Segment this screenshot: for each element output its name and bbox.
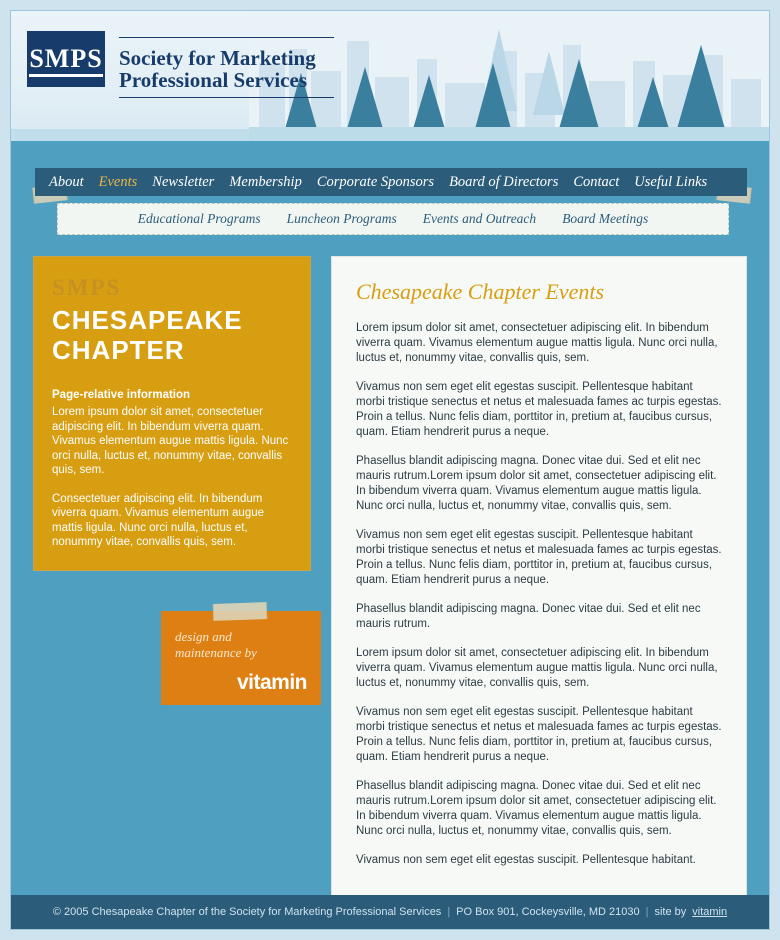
content-paragraph: Phasellus blandit adipiscing magna. Donec vitae dui. Sed et elit nec mauris rutrum.Lorem ipsum dolor sit amet, consectetuer adipiscing elit. In bibendum viverra quam. Vivamus elementum augue mattis ligula. Nunc orci nulla, luctus et, nonummy vitae, convallis quis, sem. — [356, 455, 717, 512]
vitamin-credit-line2: maintenance by — [175, 645, 257, 660]
site-frame — [10, 10, 770, 930]
content-paragraph: Vivamus non sem eget elit egestas suscipit. Pellentesque habitant morbi tristique senectus et netus et malesuada fames ac turpis egestas. Proin a tellus. Nunc felis diam, porttitor in, pretium at, faucibus cursus, quam. Etiam hendrerit purus a neque. — [356, 706, 722, 763]
sub-navigation — [57, 203, 729, 235]
sidebar-chapter-title — [52, 305, 292, 365]
subnav-item-board-meetings[interactable]: Board Meetings — [562, 211, 649, 226]
subnav-item-luncheon-programs[interactable]: Luncheon Programs — [286, 211, 397, 226]
main-content — [331, 256, 747, 909]
content-paragraph: Lorem ipsum dolor sit amet, consectetuer adipiscing elit. In bibendum viverra quam. Vivamus elementum augue mattis ligula. Nunc orci nulla, luctus et, nonummy vitae, convallis quis, sem. — [356, 322, 718, 364]
sidebar-chapter-title-line1: CHESAPEAKE — [52, 305, 243, 335]
waterline — [11, 129, 769, 141]
tape-vitamin-decoration — [213, 602, 268, 621]
footer-site-by-label: site by — [654, 906, 687, 918]
content-paragraph: Phasellus blandit adipiscing magna. Donec vitae dui. Sed et elit nec mauris rutrum. — [356, 603, 701, 630]
subnav-item-educational-programs[interactable]: Educational Programs — [137, 211, 261, 226]
nav-item-corporate-sponsors[interactable]: Corporate Sponsors — [316, 173, 435, 190]
nav-item-about[interactable]: About — [49, 173, 84, 190]
content-paragraph: Lorem ipsum dolor sit amet, consectetuer adipiscing elit. In bibendum viverra quam. Vivamus elementum augue mattis ligula. Nunc orci nulla, luctus et, nonummy vitae, convallis quis, sem. — [356, 647, 718, 689]
navigation-area — [11, 141, 769, 256]
header-rule — [119, 97, 334, 98]
content-paragraph: Vivamus non sem eget elit egestas suscipit. Pellentesque habitant. — [356, 854, 696, 866]
subnav-item-events-and-outreach[interactable]: Events and Outreach — [422, 211, 537, 226]
organization-name-line2: Professional Services — [119, 68, 307, 92]
vitamin-credit-card[interactable] — [161, 611, 321, 705]
vitamin-credit-text — [175, 629, 307, 661]
sidebar-chapter-title-line2: CHAPTER — [52, 335, 185, 365]
vitamin-brand: vitamin — [236, 671, 307, 694]
body-area — [11, 256, 769, 896]
page-title: Chesapeake Chapter Events — [356, 279, 605, 304]
site-footer — [11, 895, 769, 929]
footer-separator: | — [645, 906, 649, 918]
nav-item-board-of-directors[interactable]: Board of Directors — [449, 173, 559, 190]
smps-logo-text: SMPS — [29, 44, 102, 77]
vitamin-credit-line1: design and — [175, 629, 232, 644]
main-navigation — [35, 168, 747, 196]
footer-address: PO Box 901, Cockeysville, MD 21030 — [456, 906, 640, 918]
nav-item-newsletter[interactable]: Newsletter — [152, 173, 215, 190]
sidebar-subheading: Page-relative information — [52, 389, 191, 401]
organization-name — [119, 37, 334, 91]
content-paragraph: Phasellus blandit adipiscing magna. Donec vitae dui. Sed et elit nec mauris rutrum.Lorem ipsum dolor sit amet, consectetuer adipiscing elit. In bibendum viverra quam. Vivamus elementum augue mattis ligula. Nunc orci nulla, luctus et, nonummy vitae, convallis quis, sem. — [356, 780, 717, 837]
site-header — [11, 11, 769, 141]
footer-copyright: © 2005 Chesapeake Chapter of the Society for Marketing Professional Services — [52, 906, 442, 918]
sidebar-paragraph: Consectetuer adipiscing elit. In bibendum viverra quam. Vivamus elementum augue mattis ligula. Nunc orci nulla, luctus et, nonummy vitae, convallis quis, sem. — [52, 492, 265, 548]
footer-separator: | — [447, 906, 451, 918]
sidebar-panel — [33, 256, 311, 571]
smps-logo[interactable] — [27, 31, 105, 87]
nav-item-events[interactable]: Events — [98, 173, 138, 190]
footer-vitamin-link[interactable]: vitamin — [692, 906, 728, 918]
nav-item-useful-links[interactable]: Useful Links — [634, 173, 708, 190]
nav-item-membership[interactable]: Membership — [229, 173, 302, 190]
sidebar-paragraph: Lorem ipsum dolor sit amet, consectetuer adipiscing elit. In bibendum viverra quam. Vivamus elementum augue mattis ligula. Nunc orci nulla, luctus et, nonummy vitae, convallis quis, sem. — [52, 406, 289, 476]
organization-name-line1: Society for Marketing — [119, 46, 316, 70]
nav-item-contact[interactable]: Contact — [573, 173, 620, 190]
sidebar-smps-label: SMPS — [52, 275, 122, 300]
content-paragraph: Vivamus non sem eget elit egestas suscipit. Pellentesque habitant morbi tristique senectus et netus et malesuada fames ac turpis egestas. Proin a tellus. Nunc felis diam, porttitor in, pretium at, faucibus cursus, quam. Etiam hendrerit purus a neque. — [356, 529, 722, 586]
content-paragraph: Vivamus non sem eget elit egestas suscipit. Pellentesque habitant morbi tristique senectus et netus et malesuada fames ac turpis egestas. Proin a tellus. Nunc felis diam, porttitor in, pretium at, faucibus cursus, quam. Etiam hendrerit purus a neque. — [356, 381, 722, 438]
